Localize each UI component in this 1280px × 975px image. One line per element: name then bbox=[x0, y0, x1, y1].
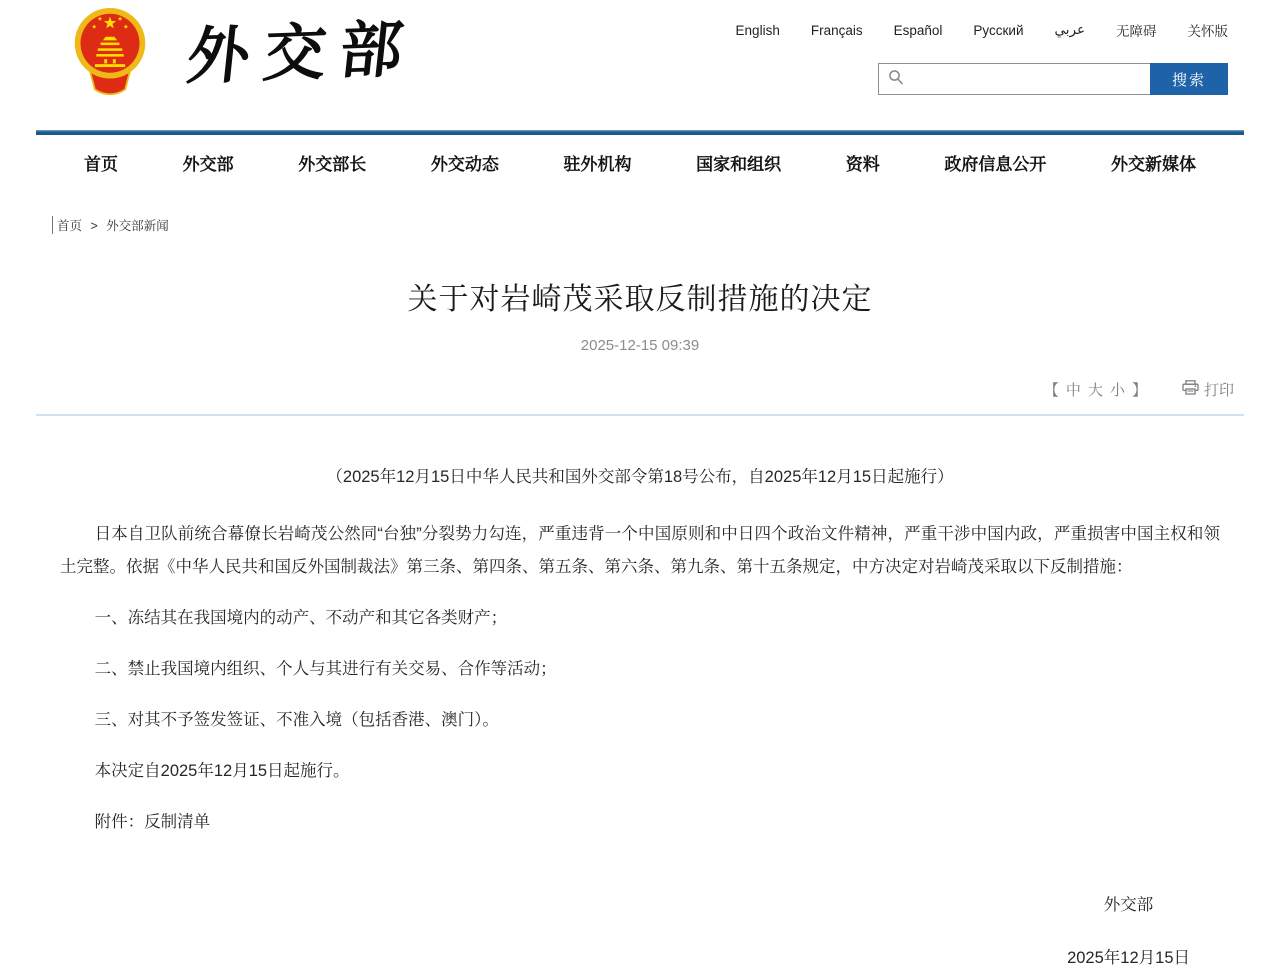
care-version-link[interactable]: 关怀版 bbox=[1187, 24, 1228, 39]
lang-english[interactable]: English bbox=[735, 22, 780, 38]
accessibility-link[interactable]: 无障碍 bbox=[1116, 24, 1157, 39]
nav-item-home[interactable]: 首页 bbox=[84, 155, 118, 174]
language-links bbox=[736, 20, 1228, 40]
search-button[interactable]: 搜索 bbox=[1150, 63, 1228, 95]
nav-item-ministry[interactable]: 外交部 bbox=[182, 155, 234, 174]
search-box bbox=[878, 63, 1150, 95]
print-button-label: 打印 bbox=[1203, 382, 1234, 399]
main-navigation bbox=[36, 135, 1244, 191]
publish-datetime: 2025-12-15 09:39 bbox=[580, 337, 700, 354]
measure-item-1: 一、冻结其在我国境内的动产、不动产和其它各类财产； bbox=[94, 609, 508, 627]
nav-item-minister[interactable]: 外交部长 bbox=[298, 155, 367, 174]
font-size-medium-button[interactable]: 中 bbox=[1065, 382, 1081, 399]
signature-organization: 外交部 bbox=[1103, 896, 1154, 914]
breadcrumb-home-link[interactable]: 首页 bbox=[57, 219, 83, 233]
article-tools bbox=[0, 379, 1234, 400]
lang-espanol[interactable]: Español bbox=[893, 22, 943, 38]
nav-item-missions[interactable]: 驻外机构 bbox=[563, 155, 632, 174]
nav-item-new-media[interactable]: 外交新媒体 bbox=[1111, 155, 1196, 174]
nav-item-resources[interactable]: 资料 bbox=[845, 155, 880, 174]
breadcrumb-current-link[interactable]: 外交部新闻 bbox=[106, 219, 169, 233]
signature-date: 2025年12月15日 bbox=[1067, 949, 1190, 967]
font-size-small-button[interactable]: 小 bbox=[1109, 382, 1125, 399]
effective-date-paragraph: 本决定自2025年12月15日起施行。 bbox=[94, 762, 350, 780]
attachment-paragraph: 附件：反制清单 bbox=[94, 813, 211, 831]
lang-russian[interactable]: Русский bbox=[973, 22, 1024, 38]
article-body bbox=[60, 461, 1220, 975]
search-icon bbox=[888, 69, 904, 90]
site-logo[interactable] bbox=[74, 4, 421, 102]
decree-line: （2025年12月15日中华人民共和国外交部令第18号公布，自2025年12月15日起施行） bbox=[326, 468, 954, 486]
national-emblem-icon bbox=[74, 4, 146, 102]
search-input[interactable] bbox=[910, 64, 1150, 94]
ministry-calligraphy-logo: 外交部 bbox=[183, 12, 421, 93]
printer-icon bbox=[1182, 380, 1199, 399]
nav-item-countries[interactable]: 国家和组织 bbox=[696, 155, 782, 174]
font-size-large-button[interactable]: 大 bbox=[1087, 382, 1103, 399]
signature-block bbox=[60, 889, 1220, 975]
site-header bbox=[0, 0, 1280, 130]
article-paragraph-intro: 日本自卫队前统合幕僚长岩崎茂公然同“台独”分裂势力勾连，严重违背一个中国原则和中日四个政治文件精神，严重干涉中国内政，严重损害中国主权和领土完整。依据《中华人民共和国反外国制裁法》第三条、第四条、第五条、第六条、第九条、第十五条规定，中方决定对岩崎茂采取以下反制措施： bbox=[60, 525, 1220, 576]
nav-item-activities[interactable]: 外交动态 bbox=[430, 155, 499, 174]
nav-item-gov-info[interactable]: 政府信息公开 bbox=[944, 155, 1047, 174]
print-button[interactable] bbox=[1182, 379, 1234, 400]
lang-arabic[interactable]: عربي bbox=[1054, 22, 1085, 37]
page-title: 关于对岩崎茂采取反制措施的决定 bbox=[407, 283, 873, 316]
breadcrumb bbox=[52, 216, 1280, 234]
lang-francais[interactable]: Français bbox=[810, 22, 863, 38]
measure-item-2: 二、禁止我国境内组织、个人与其进行有关交易、合作等活动； bbox=[94, 660, 557, 678]
article-separator-line bbox=[36, 414, 1244, 416]
tools-bracket-open: 【 bbox=[1043, 382, 1059, 399]
measure-item-3: 三、对其不予签发签证、不准入境（包括香港、澳门）。 bbox=[94, 711, 499, 729]
tools-bracket-close: 】 bbox=[1131, 382, 1147, 399]
breadcrumb-separator: > bbox=[90, 219, 98, 233]
